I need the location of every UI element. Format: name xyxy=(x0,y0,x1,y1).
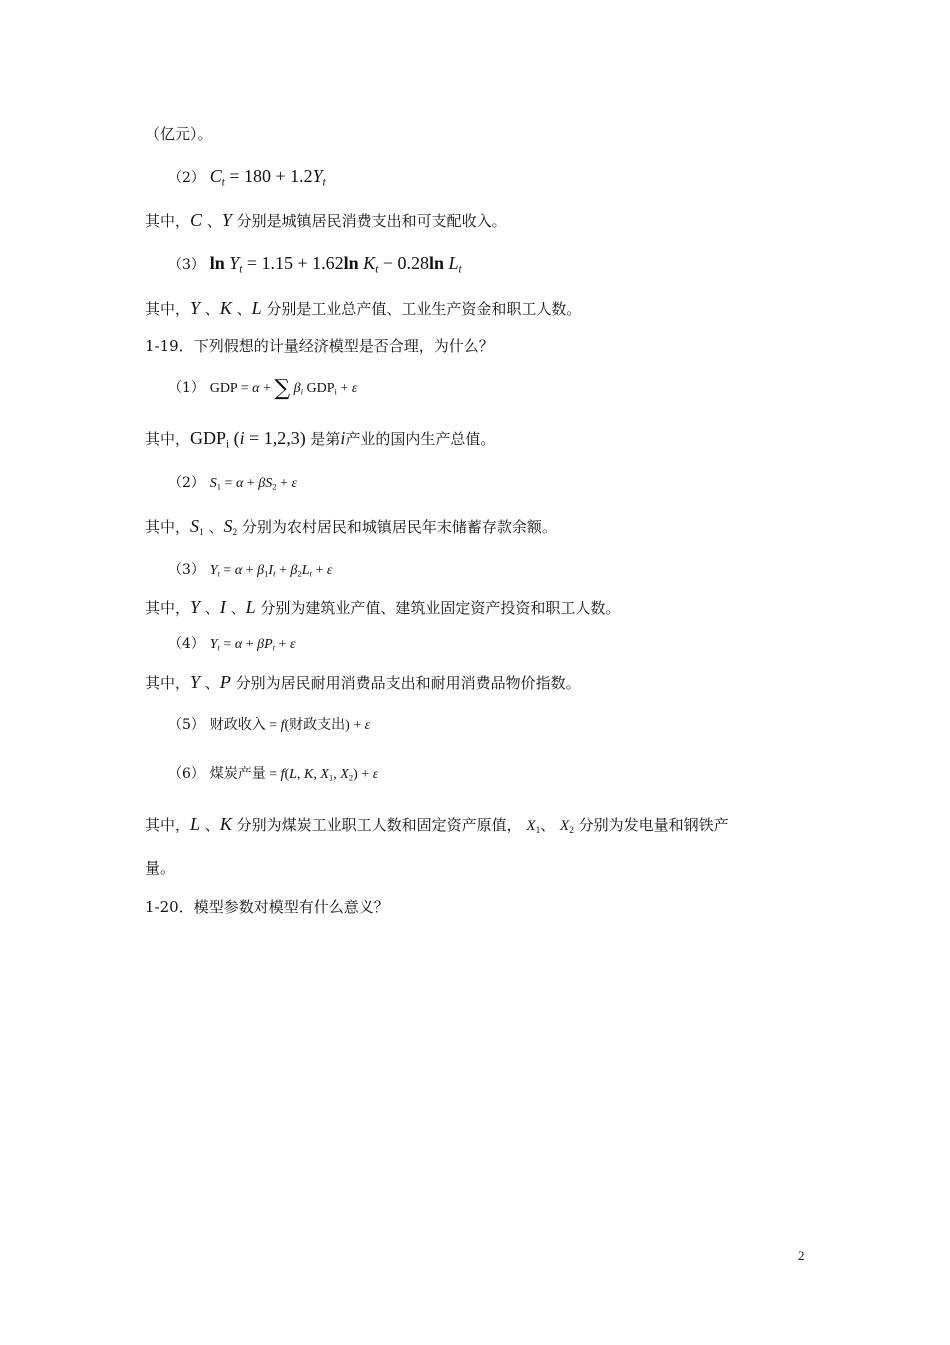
question-1-20: 1-20．模型参数对模型有什么意义？ xyxy=(145,898,389,916)
page-number: 2 xyxy=(798,1248,805,1263)
explanation-durables: 其中，Y 、P 分别为居民耐用消费品支出和耐用消费品物价指数。 xyxy=(145,672,581,692)
equation-savings: （2） $S_1 = \alpha + \beta S_2 + \varepsilon$ xyxy=(168,475,297,492)
equation-construction: （3） $Y_t = \alpha + \beta_1I_t + \beta_2L_t + \varepsilon$ xyxy=(168,562,333,579)
equation-durables: （4） $Y_t = \alpha + \beta P_t + \varepsilon$ xyxy=(168,636,296,653)
explanation-coal: 其中，L 、K 分别为煤炭工业职工人数和固定资产原值， $X_1$、 $X_2$ 分别为发电量和钢铁产 xyxy=(145,814,729,836)
explanation-coal-cont: 量。 xyxy=(145,859,176,877)
explanation-consumption: 其中，C 、Y 分别是城镇居民消费支出和可支配收入。 xyxy=(145,210,507,230)
explanation-gdp: 其中，$GDP_i$ (i = 1,2,3) 是第i产业的国内生产总值。 xyxy=(145,428,496,451)
question-1-19: 1-19．下列假想的计量经济模型是否合理，为什么？ xyxy=(145,337,494,355)
equation-fiscal: （5） 财政收入 = f(财政支出) + ε xyxy=(168,717,371,733)
equation-production: （3） $\ln Y_t = 1.15 + 1.62\ln$ $K_t - 0.28\ln$ $L_t$ xyxy=(168,253,462,276)
equation-coal: （6） 煤炭产量 = f(L, K, $X_1$, $X_2) + \varepsilon$ xyxy=(168,766,379,783)
equation-gdp: （1） GDP = α + ∑ $\beta_i$ $GDP_i + \varepsilon$ xyxy=(168,376,358,401)
text-line-unit: （亿元）。 xyxy=(145,125,213,143)
explanation-production: 其中，Y 、K 、L 分别是工业总产值、工业生产资金和职工人数。 xyxy=(145,298,582,318)
explanation-savings: 其中，$S_1$ 、$S_2$ 分别为农村居民和城镇居民年末储蓄存款余额。 xyxy=(145,516,557,538)
explanation-construction: 其中，Y 、I 、L 分别为建筑业产值、建筑业固定资产投资和职工人数。 xyxy=(145,597,621,617)
equation-consumption: （2） $C_t = 180 + 1.2Y_t$ xyxy=(168,166,326,189)
